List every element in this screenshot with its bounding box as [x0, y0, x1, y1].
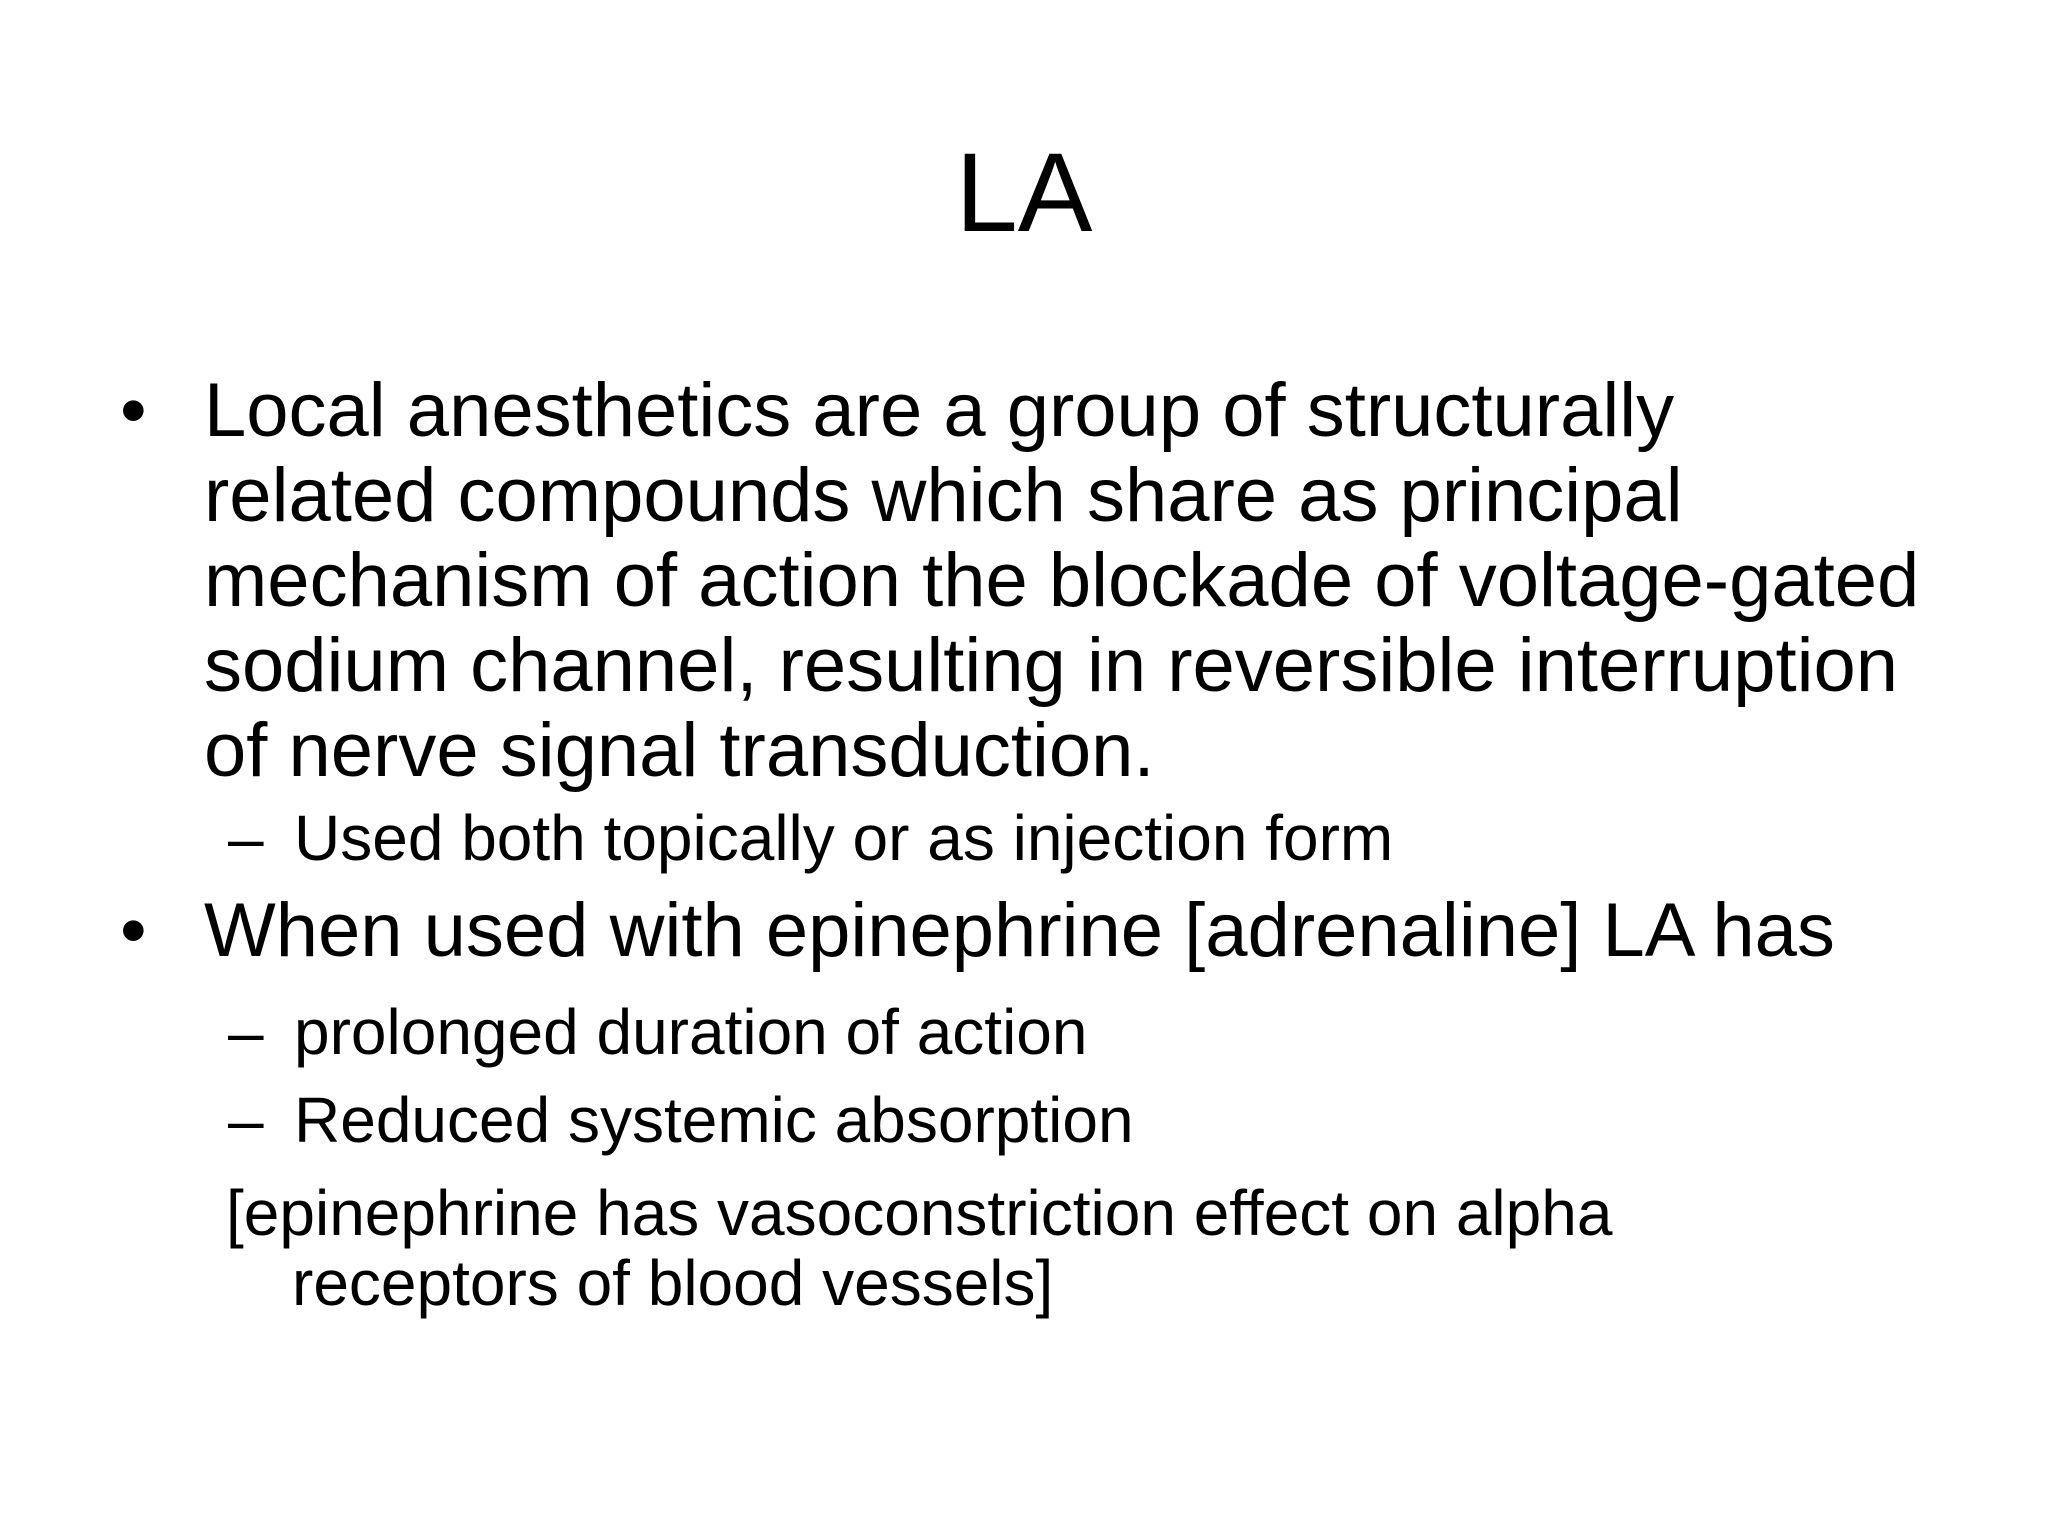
sub-bullet-item [228, 1080, 1928, 1160]
dash-marker: – [228, 802, 264, 874]
bullet-item [120, 368, 1920, 793]
bullet-marker: • [120, 888, 147, 973]
sub-bullet-text: Reduced systemic absorption [294, 1084, 1134, 1156]
sub-bullet-item [228, 798, 1928, 878]
bullet-marker: • [120, 368, 147, 453]
dash-marker: – [228, 1084, 264, 1156]
bullet-item [120, 888, 1920, 973]
bullet-text: Local anesthetics are a group of structurally related compounds which share as principal mechanism of action the blockade of voltage-gated sodium channel, resulting in reversible interruption of nerve signal transduction. [204, 368, 1920, 793]
sub-bullet-text: prolonged duration of action [294, 996, 1088, 1068]
slide-title: LA [955, 130, 1093, 255]
sub-bullet-item [228, 992, 1928, 1072]
dash-marker: – [228, 996, 264, 1068]
bullet-text: When used with epinephrine [adrenaline] LA has [204, 888, 1835, 973]
sub-bullet-text: Used both topically or as injection form [294, 802, 1394, 874]
note-text: [epinephrine has vasoconstriction effect on alpha receptors of blood vessels] [226, 1177, 1613, 1319]
